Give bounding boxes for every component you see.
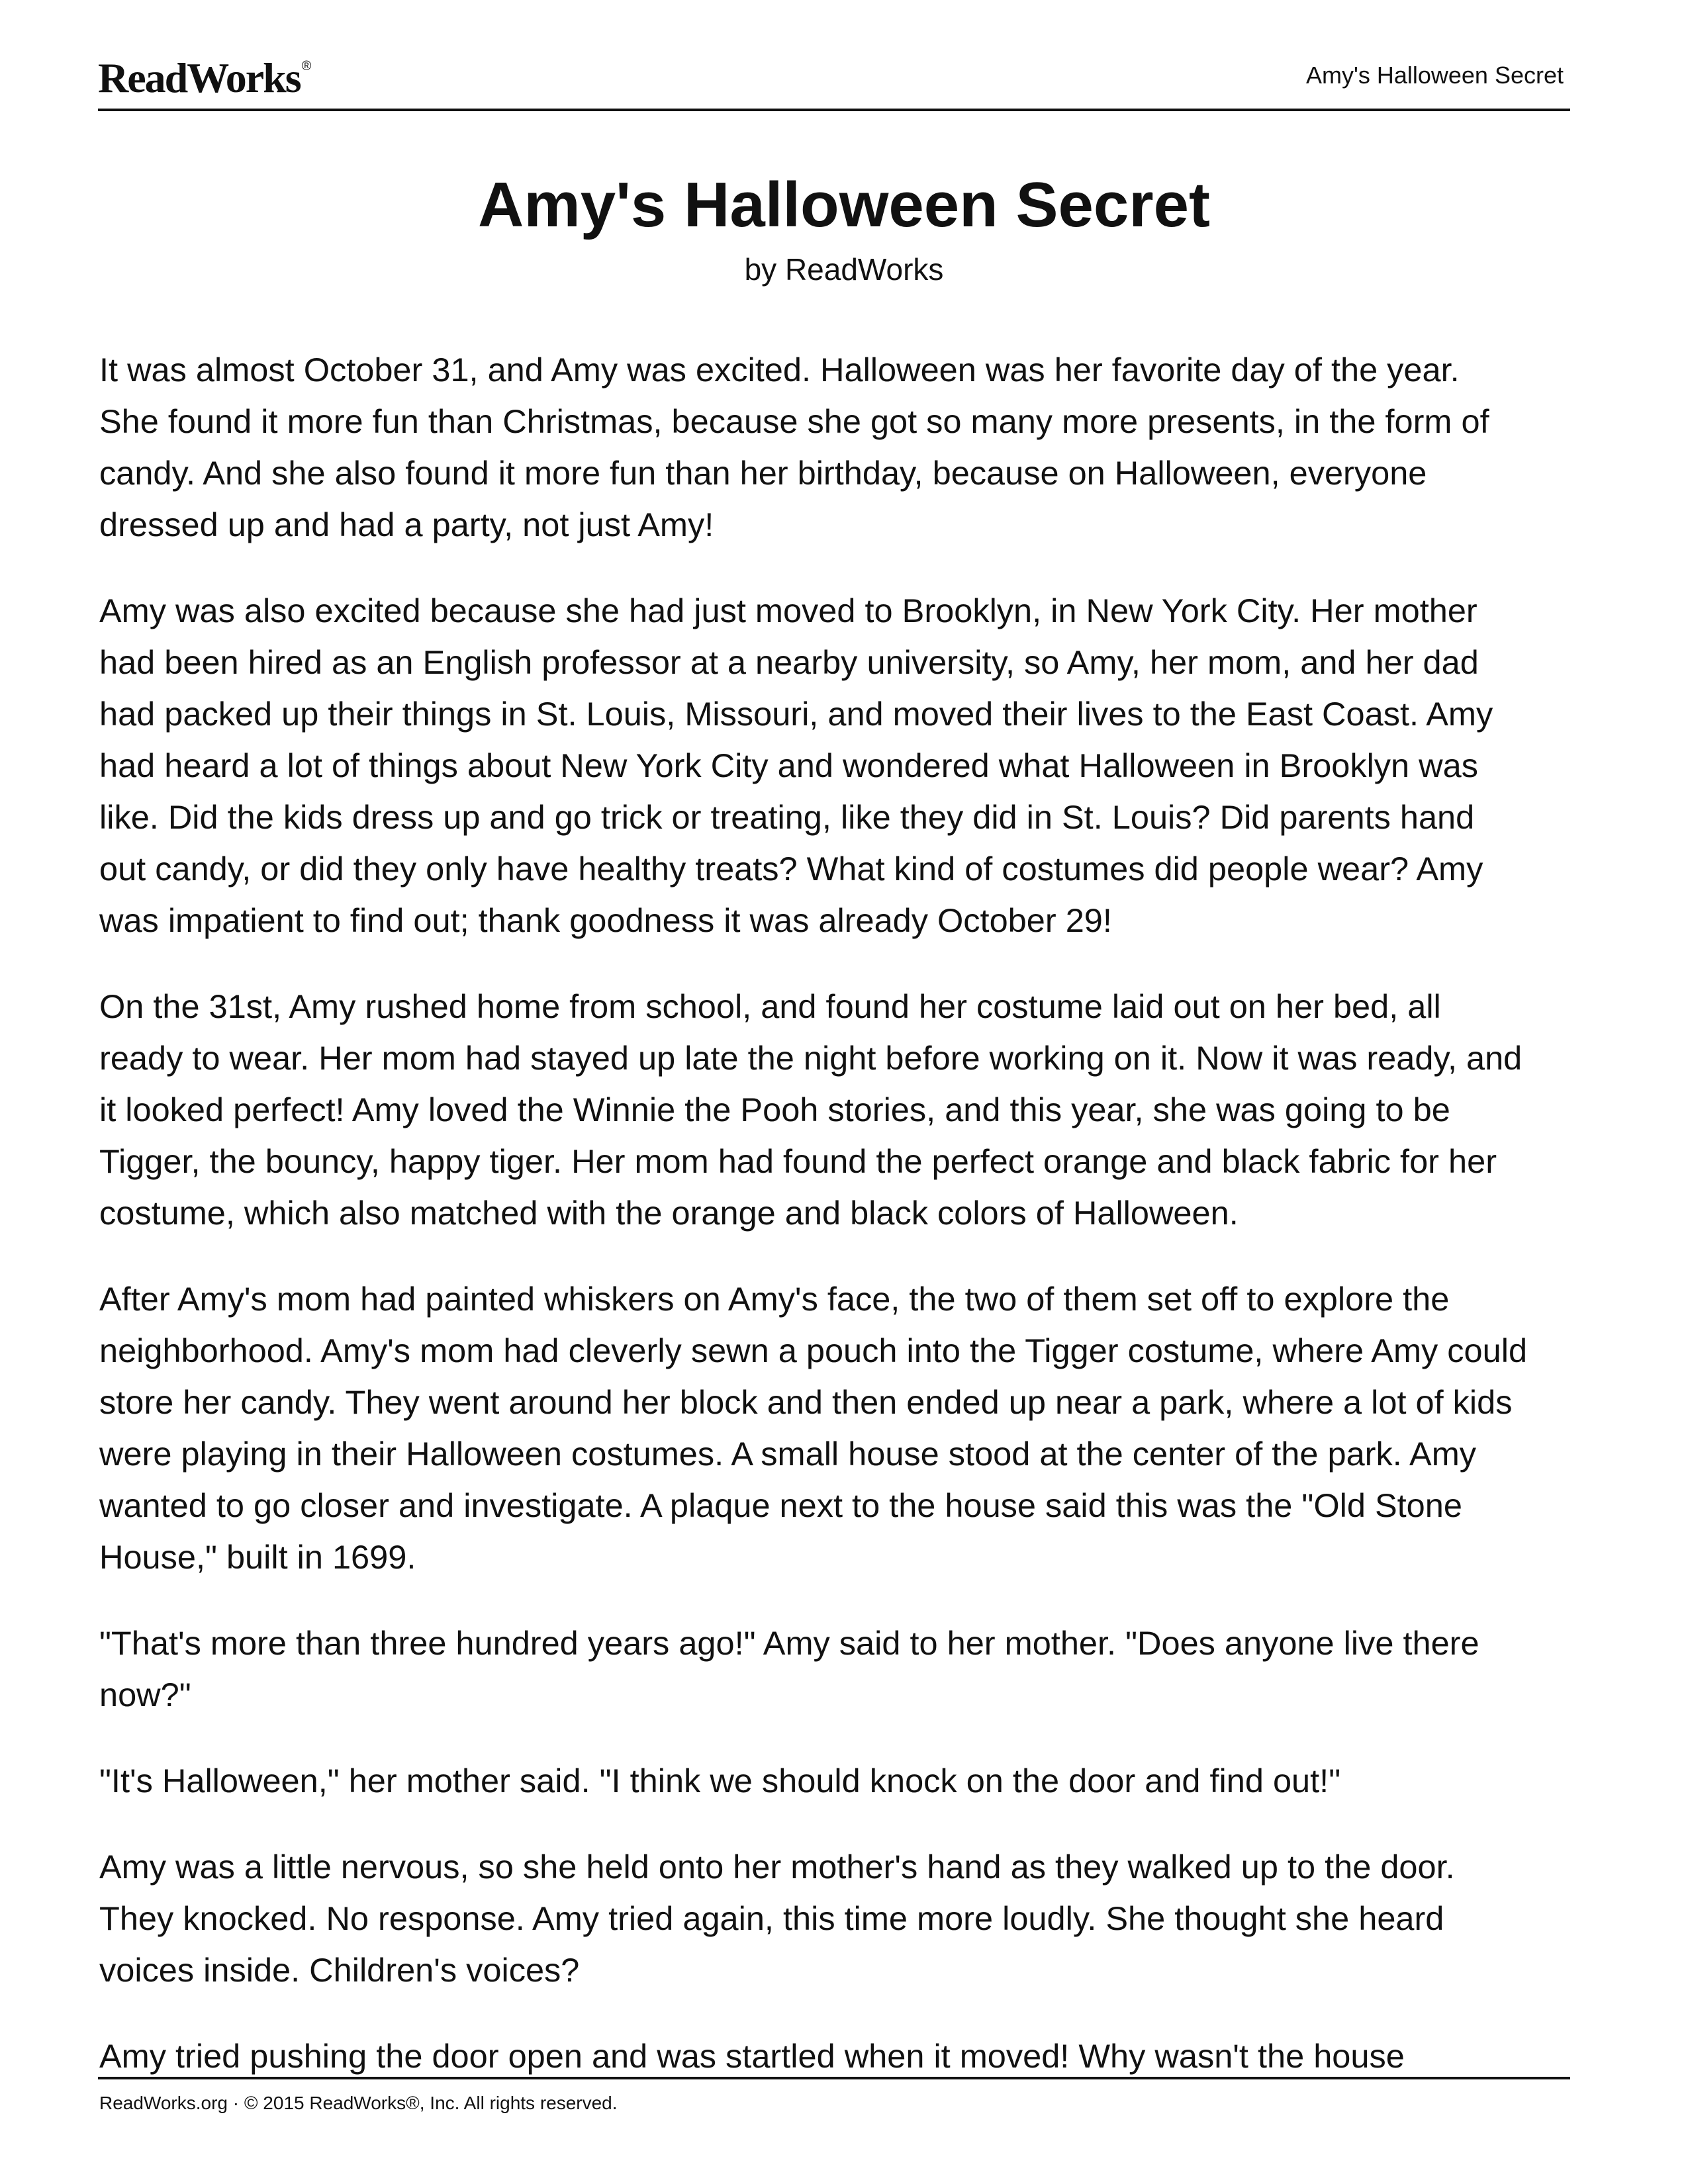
text-line: "It's Halloween," her mother said. "I think we should knock on the door and find out!" — [99, 1762, 1341, 1799]
header-document-title: Amy's Halloween Secret — [1305, 62, 1564, 89]
copyright-notice: ReadWorks.org · © 2015 ReadWorks®, Inc. All rights reserved. — [99, 2093, 618, 2113]
text-line: had packed up their things in St. Louis, Missouri, and moved their lives to the East Coast. Amy — [99, 695, 1493, 733]
logo-text: ReadWorks — [98, 54, 301, 101]
text-line: wanted to go closer and investigate. A plaque next to the house said this was the "Old Stone — [99, 1486, 1462, 1524]
text-line: It was almost October 31, and Amy was excited. Halloween was her favorite day of the year. — [99, 351, 1460, 388]
text-line: store her candy. They went around her block and then ended up near a park, where a lot of kids — [99, 1383, 1513, 1421]
text-line: costume, which also matched with the orange and black colors of Halloween. — [99, 1194, 1239, 1232]
article-byline: by ReadWorks — [744, 252, 944, 287]
paragraph — [99, 981, 1635, 1239]
registered-mark: ® — [301, 59, 312, 73]
text-line: now?" — [99, 1676, 191, 1713]
text-line: ready to wear. Her mom had stayed up late the night before working on it. Now it was ready, and — [99, 1039, 1523, 1077]
paragraph — [99, 344, 1635, 551]
paragraph — [99, 1273, 1635, 1583]
page-footer — [98, 2077, 1570, 2113]
text-line: were playing in their Halloween costumes. A small house stood at the center of the park. Amy — [99, 1435, 1477, 1473]
text-line: candy. And she also found it more fun than her birthday, because on Halloween, everyone — [99, 454, 1427, 492]
paragraph — [99, 585, 1635, 946]
text-line: House," built in 1699. — [99, 1538, 416, 1576]
text-line: "That's more than three hundred years ago!" Amy said to her mother. "Does anyone live there — [99, 1624, 1479, 1662]
article-title: Amy's Halloween Secret — [478, 169, 1210, 240]
article-body — [99, 344, 1635, 2116]
text-line: After Amy's mom had painted whiskers on Amy's face, the two of them set off to explore the — [99, 1280, 1450, 1318]
text-line: like. Did the kids dress up and go trick or treating, like they did in St. Louis? Did parents hand — [99, 798, 1475, 836]
page-header — [98, 48, 1570, 111]
paragraph — [99, 1617, 1635, 1721]
paragraph — [99, 1755, 1635, 1807]
text-line: out candy, or did they only have healthy treats? What kind of costumes did people wear? Amy — [99, 850, 1483, 887]
text-line: Tigger, the bouncy, happy tiger. Her mom had found the perfect orange and black fabric for her — [99, 1142, 1497, 1180]
text-line: voices inside. Children's voices? — [99, 1951, 580, 1989]
text-line: She found it more fun than Christmas, because she got so many more presents, in the form of — [99, 402, 1489, 440]
text-line: Amy was also excited because she had just moved to Brooklyn, in New York City. Her mother — [99, 592, 1477, 629]
text-line: Amy tried pushing the door open and was startled when it moved! Why wasn't the house — [99, 2037, 1405, 2075]
text-line: was impatient to find out; thank goodness it was already October 29! — [99, 901, 1112, 939]
readworks-logo — [98, 54, 312, 101]
text-line: had heard a lot of things about New York City and wondered what Halloween in Brooklyn was — [99, 747, 1478, 784]
text-line: neighborhood. Amy's mom had cleverly sewn a pouch into the Tigger costume, where Amy could — [99, 1332, 1528, 1369]
text-line: had been hired as an English professor at a nearby university, so Amy, her mom, and her dad — [99, 643, 1479, 681]
text-line: it looked perfect! Amy loved the Winnie the Pooh stories, and this year, she was going to be — [99, 1091, 1450, 1128]
text-line: On the 31st, Amy rushed home from school, and found her costume laid out on her bed, all — [99, 987, 1441, 1025]
text-line: dressed up and had a party, not just Amy! — [99, 506, 714, 543]
paragraph — [99, 2030, 1635, 2082]
paragraph — [99, 1841, 1635, 1996]
text-line: They knocked. No response. Amy tried again, this time more loudly. She thought she heard — [99, 1899, 1444, 1937]
text-line: Amy was a little nervous, so she held onto her mother's hand as they walked up to the door. — [99, 1848, 1455, 1886]
